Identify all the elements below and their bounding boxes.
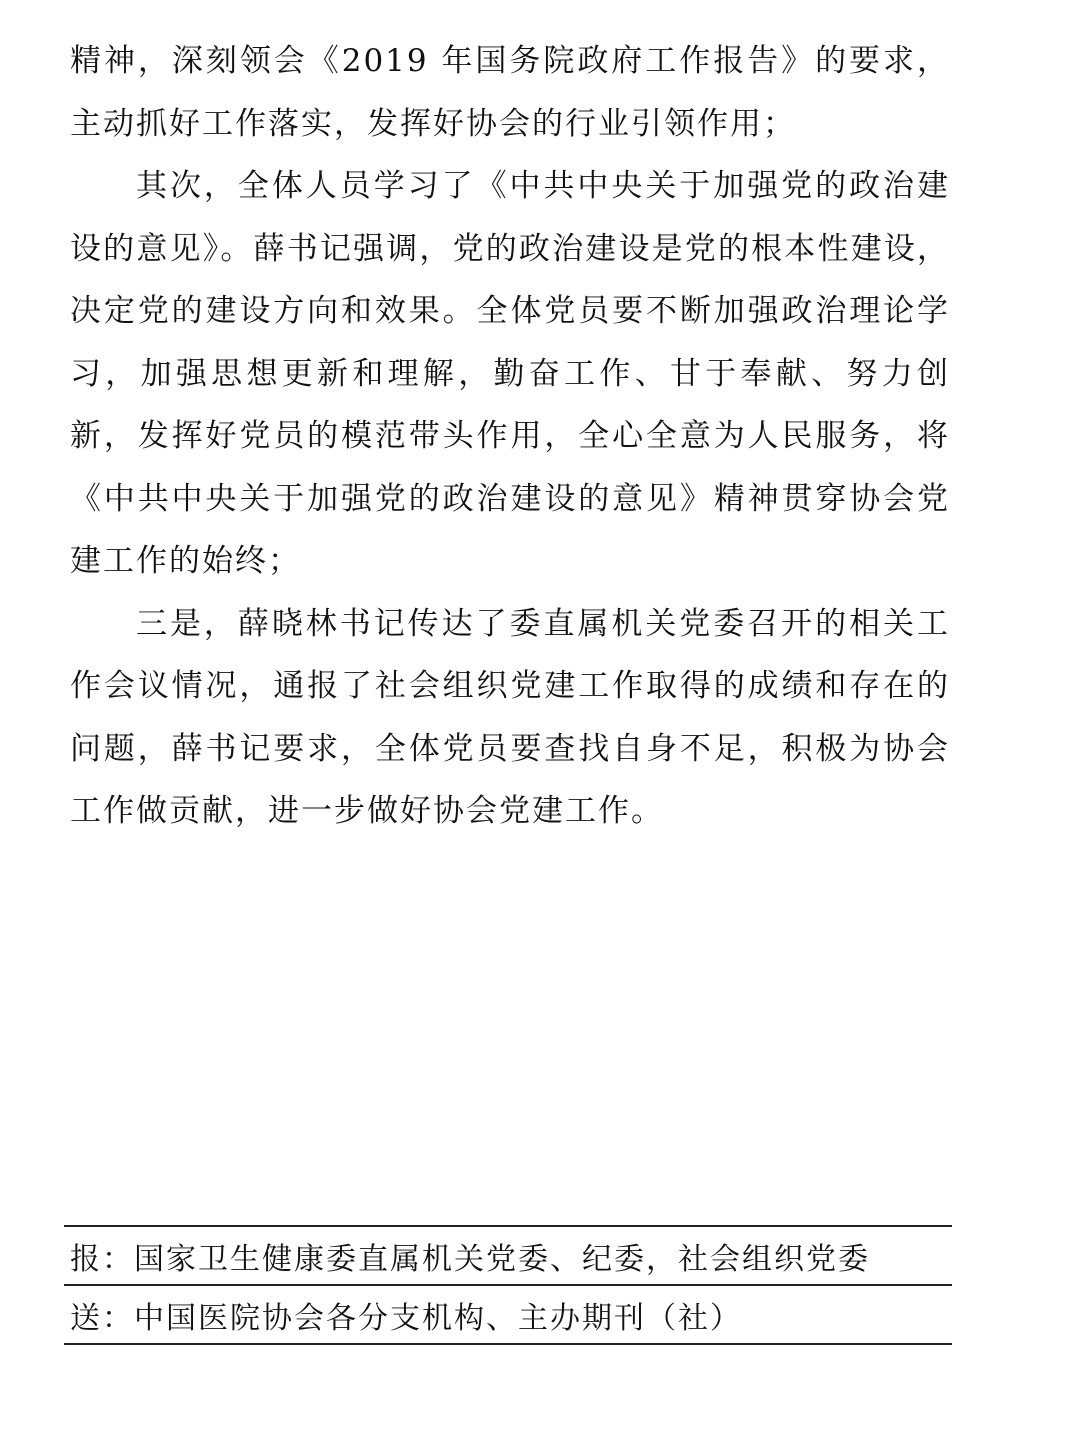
paragraph-continuation: 精神，深刻领会《2019 年国务院政府工作报告》的要求，主动抓好工作落实，发挥好协会的行业引领作用； bbox=[70, 43, 950, 142]
distribution-block bbox=[64, 1225, 952, 1345]
paragraph-second-point: 其次，全体人员学习了《中共中央关于加强党的政治建设的意见》。薛书记强调，党的政治建设是党的根本性建设，决定党的建设方向和效果。全体党员要不断加强政治理论学习，加强思想更新和理解，勤奋工作、甘于奉献、努力创新，发挥好党员的模范带头作用，全心全意为人民服务，将《中共中央关于加强党的政治建设的意见》精神贯穿协会党建工作的始终； bbox=[70, 168, 950, 579]
report-to-line: 报：国家卫生健康委直属机关党委、纪委，社会组织党委 bbox=[70, 1241, 870, 1277]
send-to-line: 送：中国医院协会各分支机构、主办期刊（社） bbox=[70, 1300, 742, 1336]
document-body bbox=[70, 30, 950, 843]
paragraph-third-point: 三是，薛晓林书记传达了委直属机关党委召开的相关工作会议情况，通报了社会组织党建工作取得的成绩和存在的问题，薛书记要求，全体党员要查找自身不足，积极为协会工作做贡献，进一步做好协会党建工作。 bbox=[70, 605, 950, 829]
divider-bottom bbox=[64, 1343, 952, 1345]
